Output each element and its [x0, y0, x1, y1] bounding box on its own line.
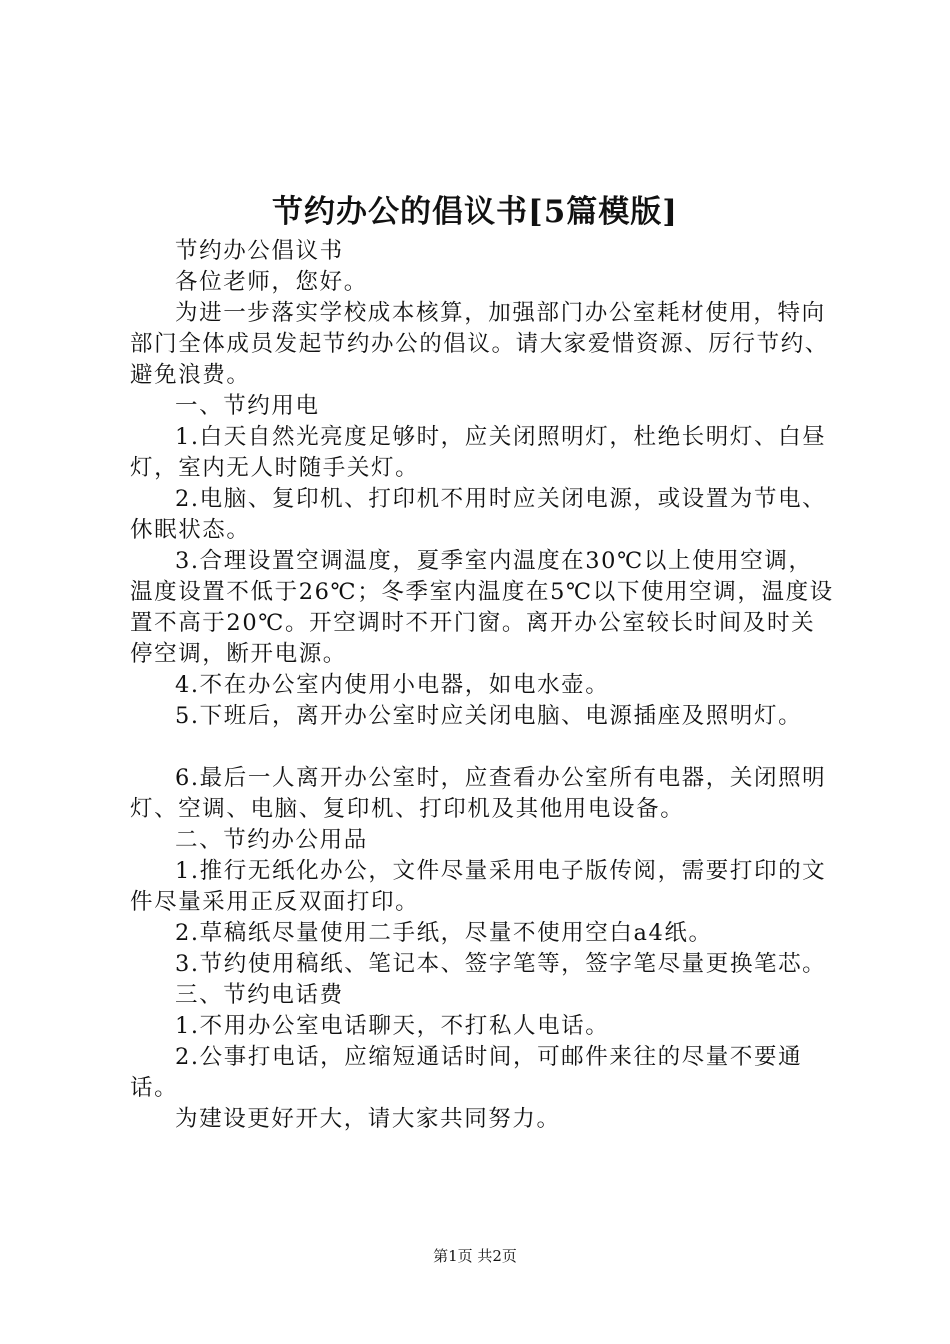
document-body [130, 236, 835, 1135]
list-item: 3.合理设置空调温度，夏季室内温度在30℃以上使用空调，温度设置不低于26℃；冬季室内温度在5℃以下使用空调，温度设置不高于20℃。开空调时不开门窗。离开办公室较长时间及时关停空调，断开电源。 [130, 548, 834, 667]
list-item: 6.最后一人离开办公室时，应查看办公室所有电器，关闭照明灯、空调、电脑、复印机、打印机及其他用电设备。 [130, 765, 827, 822]
list-item: 2.电脑、复印机、打印机不用时应关闭电源，或设置为节电、休眠状态。 [130, 486, 827, 543]
paragraph-intro: 为进一步落实学校成本核算，加强部门办公室耗材使用，特向部门全体成员发起节约办公的倡议。请大家爱惜资源、厉行节约、避免浪费。 [130, 300, 829, 388]
list-item: 1.白天自然光亮度足够时，应关闭照明灯，杜绝长明灯、白昼灯，室内无人时随手关灯。 [130, 424, 827, 481]
section-heading-phone: 三、节约电话费 [175, 982, 344, 1008]
list-item: 2.公事打电话，应缩短通话时间，可邮件来往的尽量不要通话。 [130, 1044, 803, 1101]
paragraph-closing: 为建设更好开大，请大家共同努力。 [175, 1106, 561, 1132]
section-heading-electricity: 一、节约用电 [175, 393, 320, 419]
list-item: 2.草稿纸尽量使用二手纸，尽量不使用空白a4纸。 [175, 920, 713, 946]
document-title: 节约办公的倡议书[5篇模版] [272, 194, 678, 230]
list-item: 4.不在办公室内使用小电器，如电水壶。 [175, 672, 610, 698]
list-item: 1.不用办公室电话聊天，不打私人电话。 [175, 1013, 610, 1039]
paragraph-greeting: 各位老师，您好。 [175, 269, 368, 295]
list-item: 1.推行无纸化办公，文件尽量采用电子版传阅，需要打印的文件尽量采用正反双面打印。 [130, 858, 827, 915]
section-heading-supplies: 二、节约办公用品 [175, 827, 368, 853]
list-item: 5.下班后，离开办公室时应关闭电脑、电源插座及照明灯。 [175, 703, 803, 729]
paragraph-heading: 节约办公倡议书 [175, 238, 344, 264]
list-item: 3.节约使用稿纸、笔记本、签字笔等，签字笔尽量更换笔芯。 [175, 951, 827, 977]
page-number-footer: 第1页 共2页 [433, 1247, 517, 1265]
